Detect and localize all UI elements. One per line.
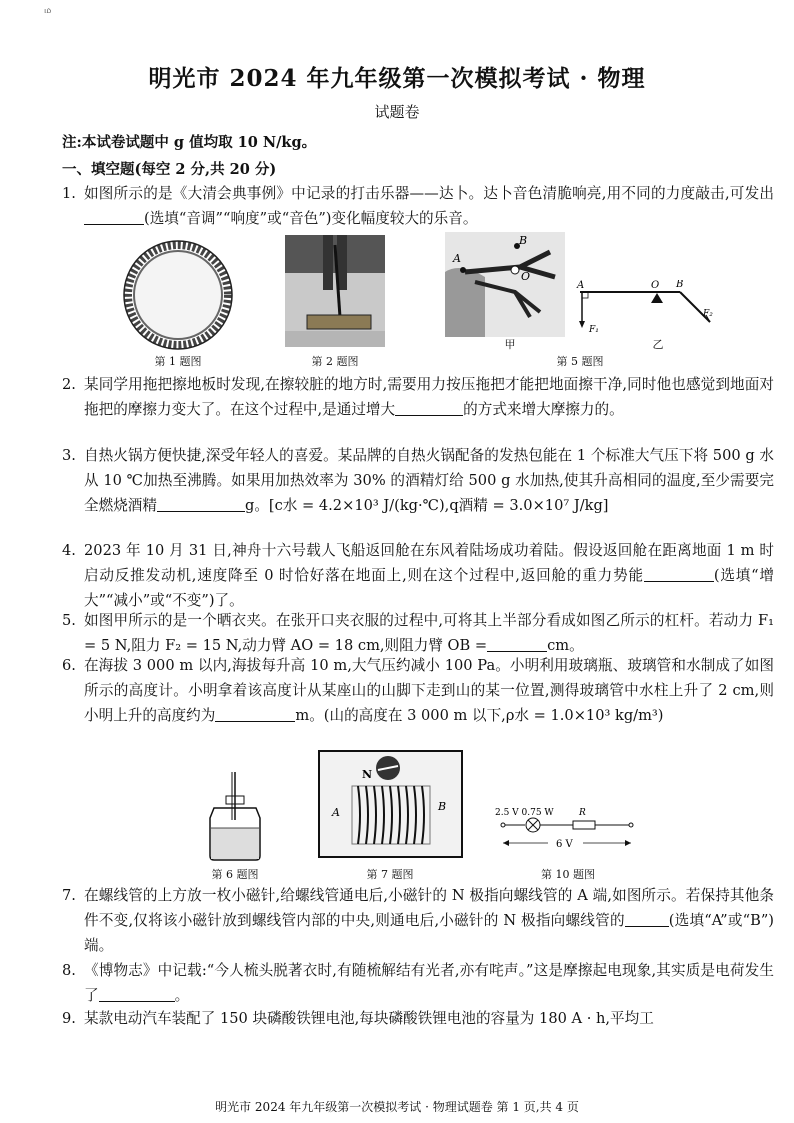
answer-blank[interactable] <box>215 706 295 722</box>
clothespin-photo <box>445 232 565 337</box>
section-heading: 一、填空题(每空 2 分,共 20 分) <box>62 161 277 178</box>
question-text: m。(山的高度在 3 000 m 以下,ρ水 = 1.0×10³ kg/m³) <box>295 707 664 724</box>
lamp-label: 2.5 V 0.75 W <box>495 808 554 818</box>
figure-10-caption: 第 10 题图 <box>541 868 595 881</box>
label-O: O <box>651 280 660 291</box>
question-text: 在海拔 3 000 m 以内,海拔每升高 10 m,大气压约减小 100 Pa。小明利用玻璃瓶、玻璃管和水制成了如图所示的高度计。小明拿着该高度计从某座山的山脚下走到山的某一位置,测得玻璃管中水柱上升了 2 cm,则小明上升的高度约为 <box>84 657 774 724</box>
question-2 <box>62 372 774 422</box>
question-1 <box>62 181 774 231</box>
label-N: N <box>362 768 373 781</box>
altimeter-bottle-figure <box>200 770 270 862</box>
question-text: (选填“A”或“B”)端。 <box>84 912 774 954</box>
question-text: 自热火锅方便快捷,深受年轻人的喜爱。某品牌的自热火锅配备的发热包能在 1 个标准大气压下将 500 g 水从 10 ℃加热至沸腾。如果用加热效率为 30% 的酒精灯给 500 g 水加热,使其升高相同的温度,至少需要完全燃烧酒精 <box>84 447 774 514</box>
question-number: 1. <box>62 185 76 202</box>
answer-blank[interactable] <box>487 636 547 652</box>
label-B: B <box>519 234 528 247</box>
label-F1: F₁ <box>589 325 599 335</box>
page-title: 明光市 2024 年九年级第一次模拟考试 · 物理 <box>148 65 646 92</box>
question-number: 8. <box>62 962 76 979</box>
question-number: 6. <box>62 657 76 674</box>
page-subtitle: 试题卷 <box>374 103 420 121</box>
voltage-label: 6 V <box>556 839 573 850</box>
question-number: 7. <box>62 887 76 904</box>
question-text: 某款电动汽车装配了 150 块磷酸铁锂电池,每块磷酸铁锂电池的容量为 180 A · h,平均工 <box>84 1010 654 1027</box>
question-text: (选填“增大”“减小”或“不变”)了。 <box>84 567 775 609</box>
figure-7-caption: 第 7 题图 <box>366 868 414 881</box>
question-text: (选填“音调”“响度”或“音色”)变化幅度较大的乐音。 <box>144 210 478 227</box>
question-text: 如图甲所示的是一个晒衣夹。在张开口夹衣服的过程中,可将其上半部分看成如图乙所示的杠杆。若动力 F₁ = 5 N,阻力 F₂ = 15 N,动力臂 AO = 18 cm,则阻力臂 OB = <box>84 612 774 654</box>
figure-5-jia: 甲 <box>504 338 516 351</box>
circuit-figure <box>493 805 643 860</box>
question-text: 的方式来增大摩擦力的。 <box>463 401 624 418</box>
drum-figure <box>118 240 238 350</box>
question-number: 9. <box>62 1010 76 1027</box>
question-3 <box>62 443 774 518</box>
figure-6-caption: 第 6 题图 <box>211 868 259 881</box>
question-number: 5. <box>62 612 76 629</box>
question-text: 2023 年 10 月 31 日,神舟十六号载人飞船返回舱在东风着陆场成功着陆。假设返回舱在距离地面 1 m 时启动反推发动机,速度降至 0 时恰好落在地面上,则在这个过程中,返回舱的重力势能 <box>84 542 774 584</box>
question-text: 如图所示的是《大清会典事例》中记录的打击乐器——达卜。达卜音色清脆响亮,用不同的力度敲击,可发出 <box>84 185 774 202</box>
answer-blank[interactable] <box>625 911 669 927</box>
question-number: 3. <box>62 447 76 464</box>
label-A: A <box>453 252 461 265</box>
question-text: g。[c水 = 4.2×10³ J/(kg·℃),q酒精 = 3.0×10⁷ J/kg] <box>244 497 609 514</box>
answer-blank[interactable] <box>99 986 175 1002</box>
question-text: 。 <box>174 987 190 1004</box>
question-text: 某同学用拖把擦地板时发现,在擦较脏的地方时,需要用力按压拖把才能把地面擦干净,同时他也感觉到地面对拖把的摩擦力变大了。在这个过程中,是通过增大 <box>84 376 774 418</box>
figure-2-caption: 第 2 题图 <box>311 355 359 368</box>
label-B: B <box>676 280 684 290</box>
exam-note: 注:本试卷试题中 g 值均取 10 N/kg。 <box>62 134 317 151</box>
lever-diagram <box>575 280 725 340</box>
label-A: A <box>577 280 585 291</box>
page-footer: 明光市 2024 年九年级第一次模拟考试 · 物理试题卷 第 1 页,共 4 页 <box>215 1100 579 1114</box>
question-7 <box>62 883 774 958</box>
figure-5-caption: 第 5 题图 <box>556 355 604 368</box>
question-8 <box>62 958 774 1008</box>
corner-mark: ம <box>44 6 52 16</box>
label-F2: F₂ <box>703 309 713 319</box>
label-A: A <box>332 806 340 819</box>
answer-blank[interactable] <box>84 209 144 225</box>
question-number: 2. <box>62 376 76 393</box>
question-text: cm。 <box>547 637 584 654</box>
answer-blank[interactable] <box>157 496 245 512</box>
mop-figure <box>285 235 385 347</box>
question-text: 在螺线管的上方放一枚小磁针,给螺线管通电后,小磁针的 N 极指向螺线管的 A 端,如图所示。若保持其他条件不变,仅将该小磁针放到螺线管内部的中央,则通电后,小磁针的 N 极指向螺线管的 <box>84 887 774 929</box>
figure-5-yi: 乙 <box>652 338 664 351</box>
resistor-label: R <box>579 808 586 818</box>
question-5 <box>62 608 774 658</box>
question-6 <box>62 653 774 728</box>
solenoid-figure <box>318 750 463 858</box>
question-number: 4. <box>62 542 76 559</box>
question-text: 《博物志》中记载:“今人梳头脱著衣时,有随梳解结有光者,亦有咤声。”这是摩擦起电现象,其实质是电荷发生了 <box>84 962 774 1004</box>
figure-1-caption: 第 1 题图 <box>154 355 202 368</box>
question-9 <box>62 1006 774 1031</box>
answer-blank[interactable] <box>395 400 463 416</box>
label-O: O <box>521 270 531 283</box>
answer-blank[interactable] <box>644 566 714 582</box>
question-4 <box>62 538 774 613</box>
label-B: B <box>438 800 447 813</box>
